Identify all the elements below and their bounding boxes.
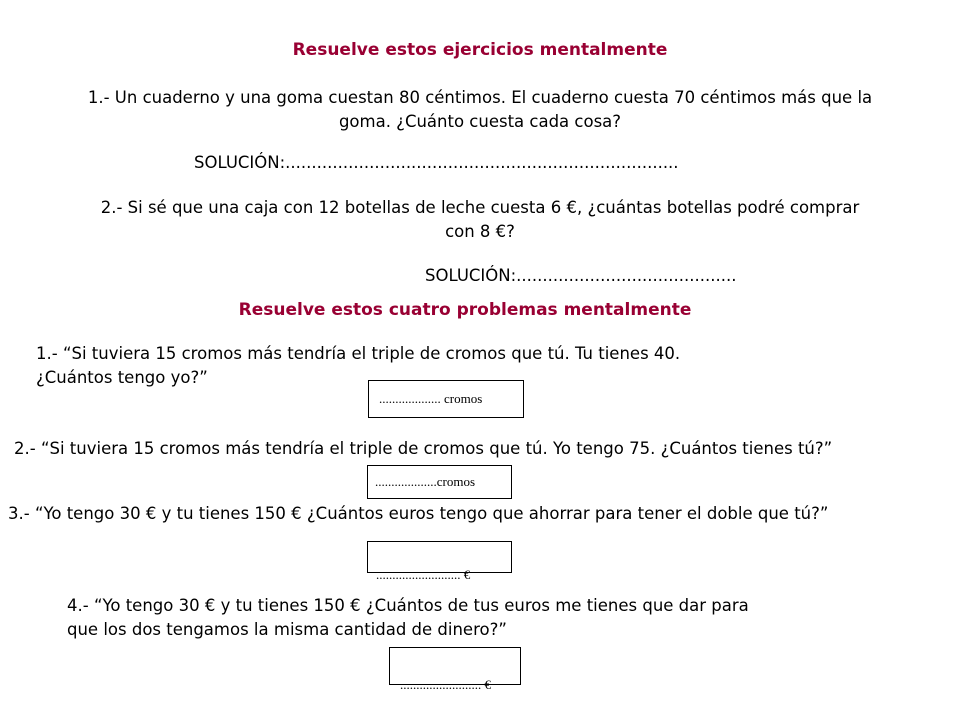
q1-text	[0, 86, 960, 134]
p4-answer-text: ......................... €	[400, 677, 491, 692]
q2-solution: SOLUCIÓN:..........................................	[425, 266, 737, 285]
q1-solution: SOLUCIÓN:...........................................................................	[194, 153, 679, 172]
p1-line2: ¿Cuántos tengo yo?”	[36, 368, 208, 387]
p3-text: 3.- “Yo tengo 30 € y tu tienes 150 € ¿Cuántos euros tengo que ahorrar para tener el doble que tú?”	[8, 504, 829, 523]
q2-text	[0, 196, 960, 244]
p2-answer-box[interactable]	[367, 465, 512, 499]
p4-line1: 4.- “Yo tengo 30 € y tu tienes 150 € ¿Cuántos de tus euros me tienes que dar para	[67, 596, 749, 615]
q2-line1: 2.- Si sé que una caja con 12 botellas de leche cuesta 6 €, ¿cuántas botellas podré comprar	[100, 198, 860, 217]
q1-line1: 1.- Un cuaderno y una goma cuestan 80 céntimos. El cuaderno cuesta 70 céntimos más que la	[87, 88, 873, 107]
p2-answer-text: ...................cromos	[375, 474, 476, 489]
p1-answer-box[interactable]	[368, 380, 524, 418]
p3-answer-text: .......................... €	[376, 567, 471, 582]
p2-text: 2.- “Si tuviera 15 cromos más tendría el triple de cromos que tú. Yo tengo 75. ¿Cuántos tienes tú?”	[14, 439, 833, 458]
p4-text	[67, 594, 749, 642]
p1-text	[36, 342, 680, 390]
p1-answer-text: ................... cromos	[379, 391, 483, 406]
p1-line1: 1.- “Si tuviera 15 cromos más tendría el triple de cromos que tú. Tu tienes 40.	[36, 344, 681, 363]
section1-title: Resuelve estos ejercicios mentalmente	[292, 40, 668, 60]
q1-line2: goma. ¿Cuánto cuesta cada cosa?	[338, 112, 622, 131]
p4-line2: que los dos tengamos la misma cantidad de dinero?”	[67, 620, 507, 639]
q2-line2: con 8 €?	[445, 222, 515, 241]
section2-title: Resuelve estos cuatro problemas mentalmente	[238, 300, 692, 320]
